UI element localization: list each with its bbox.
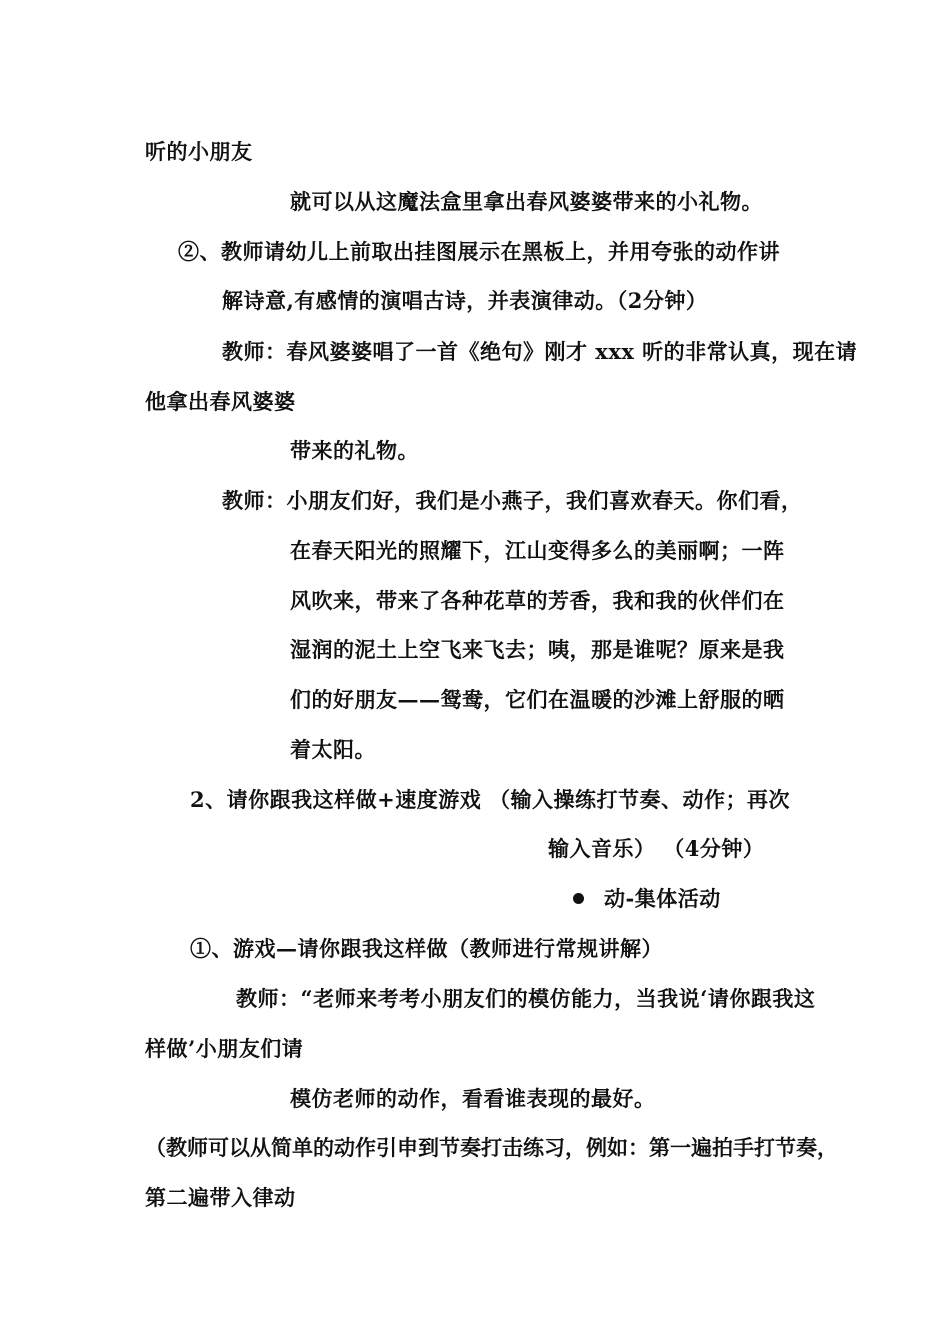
text-line: 就可以从这魔法盒里拿出春风婆婆带来的小礼物。 [290, 189, 763, 214]
text-line: ②、教师请幼儿上前取出挂图展示在黑板上，并用夸张的动作讲 [178, 239, 780, 264]
text-line: 在春天阳光的照耀下，江山变得多么的美丽啊；一阵 [290, 538, 785, 563]
text-line: 样做’小朋友们请 [145, 1036, 304, 1061]
text-line: 听的小朋友 [145, 139, 253, 164]
text-line: 带来的礼物。 [290, 438, 419, 463]
text-line: 2、请你跟我这样做+速度游戏 （输入操练打节奏、动作；再次 [190, 787, 791, 812]
text-line: 他拿出春风婆婆 [145, 389, 296, 414]
text-line: ①、游戏—请你跟我这样做（教师进行常规讲解） [190, 936, 663, 961]
text-line: 教师：春风婆婆唱了一首《绝句》刚才 xxx 听的非常认真，现在请 [222, 339, 858, 364]
text-line: 们的好朋友——鸳鸯，它们在温暖的沙滩上舒服的晒 [290, 687, 785, 712]
text-line: 输入音乐） （4分钟） [548, 836, 765, 861]
bullet-icon [573, 893, 584, 904]
text-line: 湿润的泥土上空飞来飞去；咦，那是谁呢？原来是我 [290, 637, 785, 662]
text-line: 教师：小朋友们好，我们是小燕子，我们喜欢春天。你们看， [222, 488, 803, 513]
text-line: 模仿老师的动作，看看谁表现的最好。 [290, 1086, 656, 1111]
text-line: 第二遍带入律动 [145, 1185, 296, 1210]
text-line: 着太阳。 [290, 737, 376, 762]
text-line: 风吹来，带来了各种花草的芳香，我和我的伙伴们在 [290, 588, 785, 613]
bullet-item [573, 885, 721, 913]
text-line: 解诗意,有感情的演唱古诗，并表演律动。（2分钟） [222, 288, 708, 313]
text-line: （教师可以从简单的动作引申到节奏打击练习，例如：第一遍拍手打节奏， [145, 1135, 838, 1160]
bullet-text: 动-集体活动 [604, 886, 721, 911]
text-line: 教师：“老师来考考小朋友们的模仿能力，当我说‘请你跟我这 [236, 986, 816, 1011]
